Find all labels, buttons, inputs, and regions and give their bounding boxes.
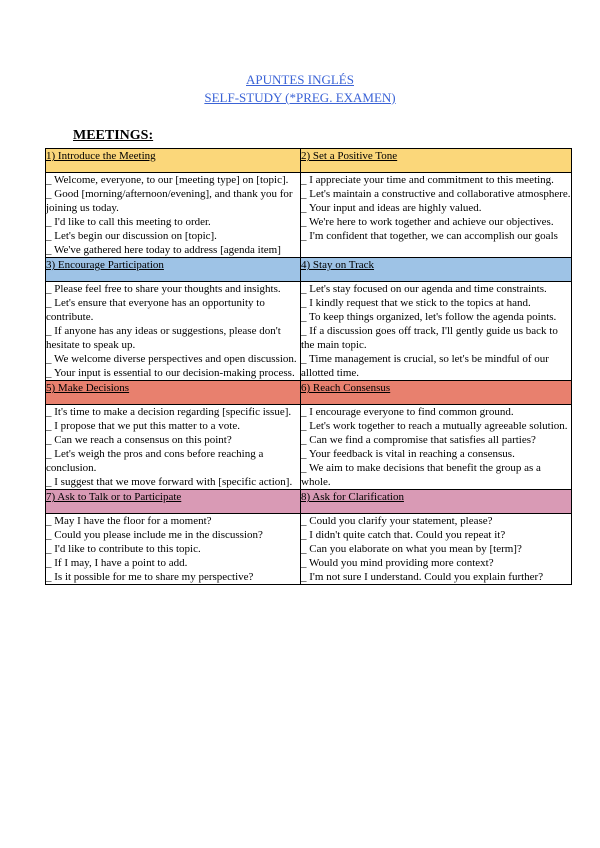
section-body-cell xyxy=(46,514,301,585)
phrase-item: _ Good [morning/afternoon/evening], and thank you for joining us today. xyxy=(46,188,293,214)
phrase-item: _ I'm not sure I understand. Could you explain further? xyxy=(301,571,544,583)
phrase-item: _ I appreciate your time and commitment to this meeting. xyxy=(301,174,554,186)
phrase-item: _ We welcome diverse perspectives and open discussion. xyxy=(46,353,297,365)
phrase-item: _ Can we reach a consensus on this point? xyxy=(46,434,232,446)
section-heading: 3) Encourage Participation xyxy=(46,259,164,271)
phrase-item: _ If I may, I have a point to add. xyxy=(46,557,188,569)
section-header-cell xyxy=(46,149,301,173)
table-row xyxy=(46,514,572,585)
section-body-cell xyxy=(46,173,301,258)
phrase-item: _ Let's stay focused on our agenda and time constraints. xyxy=(301,283,547,295)
phrase-item: _ I'd like to contribute to this topic. xyxy=(46,543,201,555)
section-header-cell xyxy=(46,258,301,282)
phrase-item: _ Please feel free to share your thoughts and insights. xyxy=(46,283,281,295)
section-body-cell xyxy=(301,405,572,490)
meetings-table xyxy=(45,148,572,585)
phrase-item: _ I'd like to call this meeting to order. xyxy=(46,216,211,228)
section-heading: 8) Ask for Clarification xyxy=(301,491,404,503)
section-body-cell xyxy=(46,405,301,490)
phrase-item: _ Let's ensure that everyone has an opportunity to contribute. xyxy=(46,297,265,323)
table-header-row xyxy=(46,258,572,282)
section-heading: 4) Stay on Track xyxy=(301,259,375,271)
section-heading: 1) Introduce the Meeting xyxy=(46,150,156,162)
table-row xyxy=(46,405,572,490)
phrase-item: _ If a discussion goes off track, I'll gently guide us back to the main topic. xyxy=(301,325,558,351)
table-header-row xyxy=(46,490,572,514)
section-header-cell xyxy=(46,490,301,514)
phrase-item: _ It's time to make a decision regarding [specific issue]. xyxy=(46,406,292,418)
section-heading: 6) Reach Consensus xyxy=(301,382,391,394)
section-heading: 2) Set a Positive Tone xyxy=(301,150,398,162)
phrase-item: _ If anyone has any ideas or suggestions, please don't hesitate to speak up. xyxy=(46,325,281,351)
header-title: APUNTES INGLÉS xyxy=(246,72,354,87)
section-header-cell xyxy=(301,381,572,405)
phrase-item: _ I suggest that we move forward with [specific action]. xyxy=(46,476,293,488)
table-header-row xyxy=(46,381,572,405)
section-body-cell xyxy=(46,282,301,381)
phrase-item: _ Could you please include me in the discussion? xyxy=(46,529,263,541)
phrase-item: _ Let's maintain a constructive and collaborative atmosphere. xyxy=(301,188,571,200)
phrase-item: _ May I have the floor for a moment? xyxy=(46,515,212,527)
section-body-cell xyxy=(301,514,572,585)
phrase-item: _ Welcome, everyone, to our [meeting type] on [topic]. xyxy=(46,174,289,186)
phrase-item: _ Time management is crucial, so let's be mindful of our allotted time. xyxy=(301,353,549,379)
phrase-item: _ We aim to make decisions that benefit the group as a whole. xyxy=(301,462,541,488)
phrase-item: _ Could you clarify your statement, please? xyxy=(301,515,493,527)
phrase-item: _ I'm confident that together, we can accomplish our goals xyxy=(301,230,558,242)
phrase-item: _ Let's begin our discussion on [topic]. xyxy=(46,230,217,242)
phrase-item: _ Your feedback is vital in reaching a consensus. xyxy=(301,448,515,460)
phrase-item: _ I encourage everyone to find common ground. xyxy=(301,406,514,418)
section-heading: 5) Make Decisions xyxy=(46,382,130,394)
table-header-row xyxy=(46,149,572,173)
phrase-item: _ To keep things organized, let's follow the agenda points. xyxy=(301,311,557,323)
phrase-item: _ I propose that we put this matter to a vote. xyxy=(46,420,240,432)
phrase-item: _ We've gathered here today to address [agenda item] xyxy=(46,244,281,256)
section-body-cell xyxy=(301,173,572,258)
section-header-cell xyxy=(301,149,572,173)
section-body-cell xyxy=(301,282,572,381)
phrase-item: _ Your input and ideas are highly valued. xyxy=(301,202,482,214)
section-header-cell xyxy=(301,490,572,514)
phrase-item: _ Would you mind providing more context? xyxy=(301,557,494,569)
table-row xyxy=(46,282,572,381)
section-header-cell xyxy=(46,381,301,405)
section-title: MEETINGS: xyxy=(73,128,154,143)
section-heading: 7) Ask to Talk or to Participate xyxy=(46,491,182,503)
phrase-item: _ Is it possible for me to share my perspective? xyxy=(46,571,254,583)
phrase-item: _ We're here to work together and achieve our objectives. xyxy=(301,216,554,228)
phrase-item: _ I kindly request that we stick to the topics at hand. xyxy=(301,297,531,309)
phrase-item: _ Let's weigh the pros and cons before reaching a conclusion. xyxy=(46,448,264,474)
section-header-cell xyxy=(301,258,572,282)
page-header xyxy=(0,71,600,107)
phrase-item: _ Can we find a compromise that satisfies all parties? xyxy=(301,434,536,446)
phrase-item: _ I didn't quite catch that. Could you repeat it? xyxy=(301,529,506,541)
table-row xyxy=(46,173,572,258)
phrase-item: _ Can you elaborate on what you mean by [term]? xyxy=(301,543,522,555)
phrase-item: _ Your input is essential to our decision-making process. xyxy=(46,367,295,379)
header-subtitle: SELF-STUDY (*PREG. EXAMEN) xyxy=(204,90,396,105)
phrase-item: _ Let's work together to reach a mutually agreeable solution. xyxy=(301,420,568,432)
